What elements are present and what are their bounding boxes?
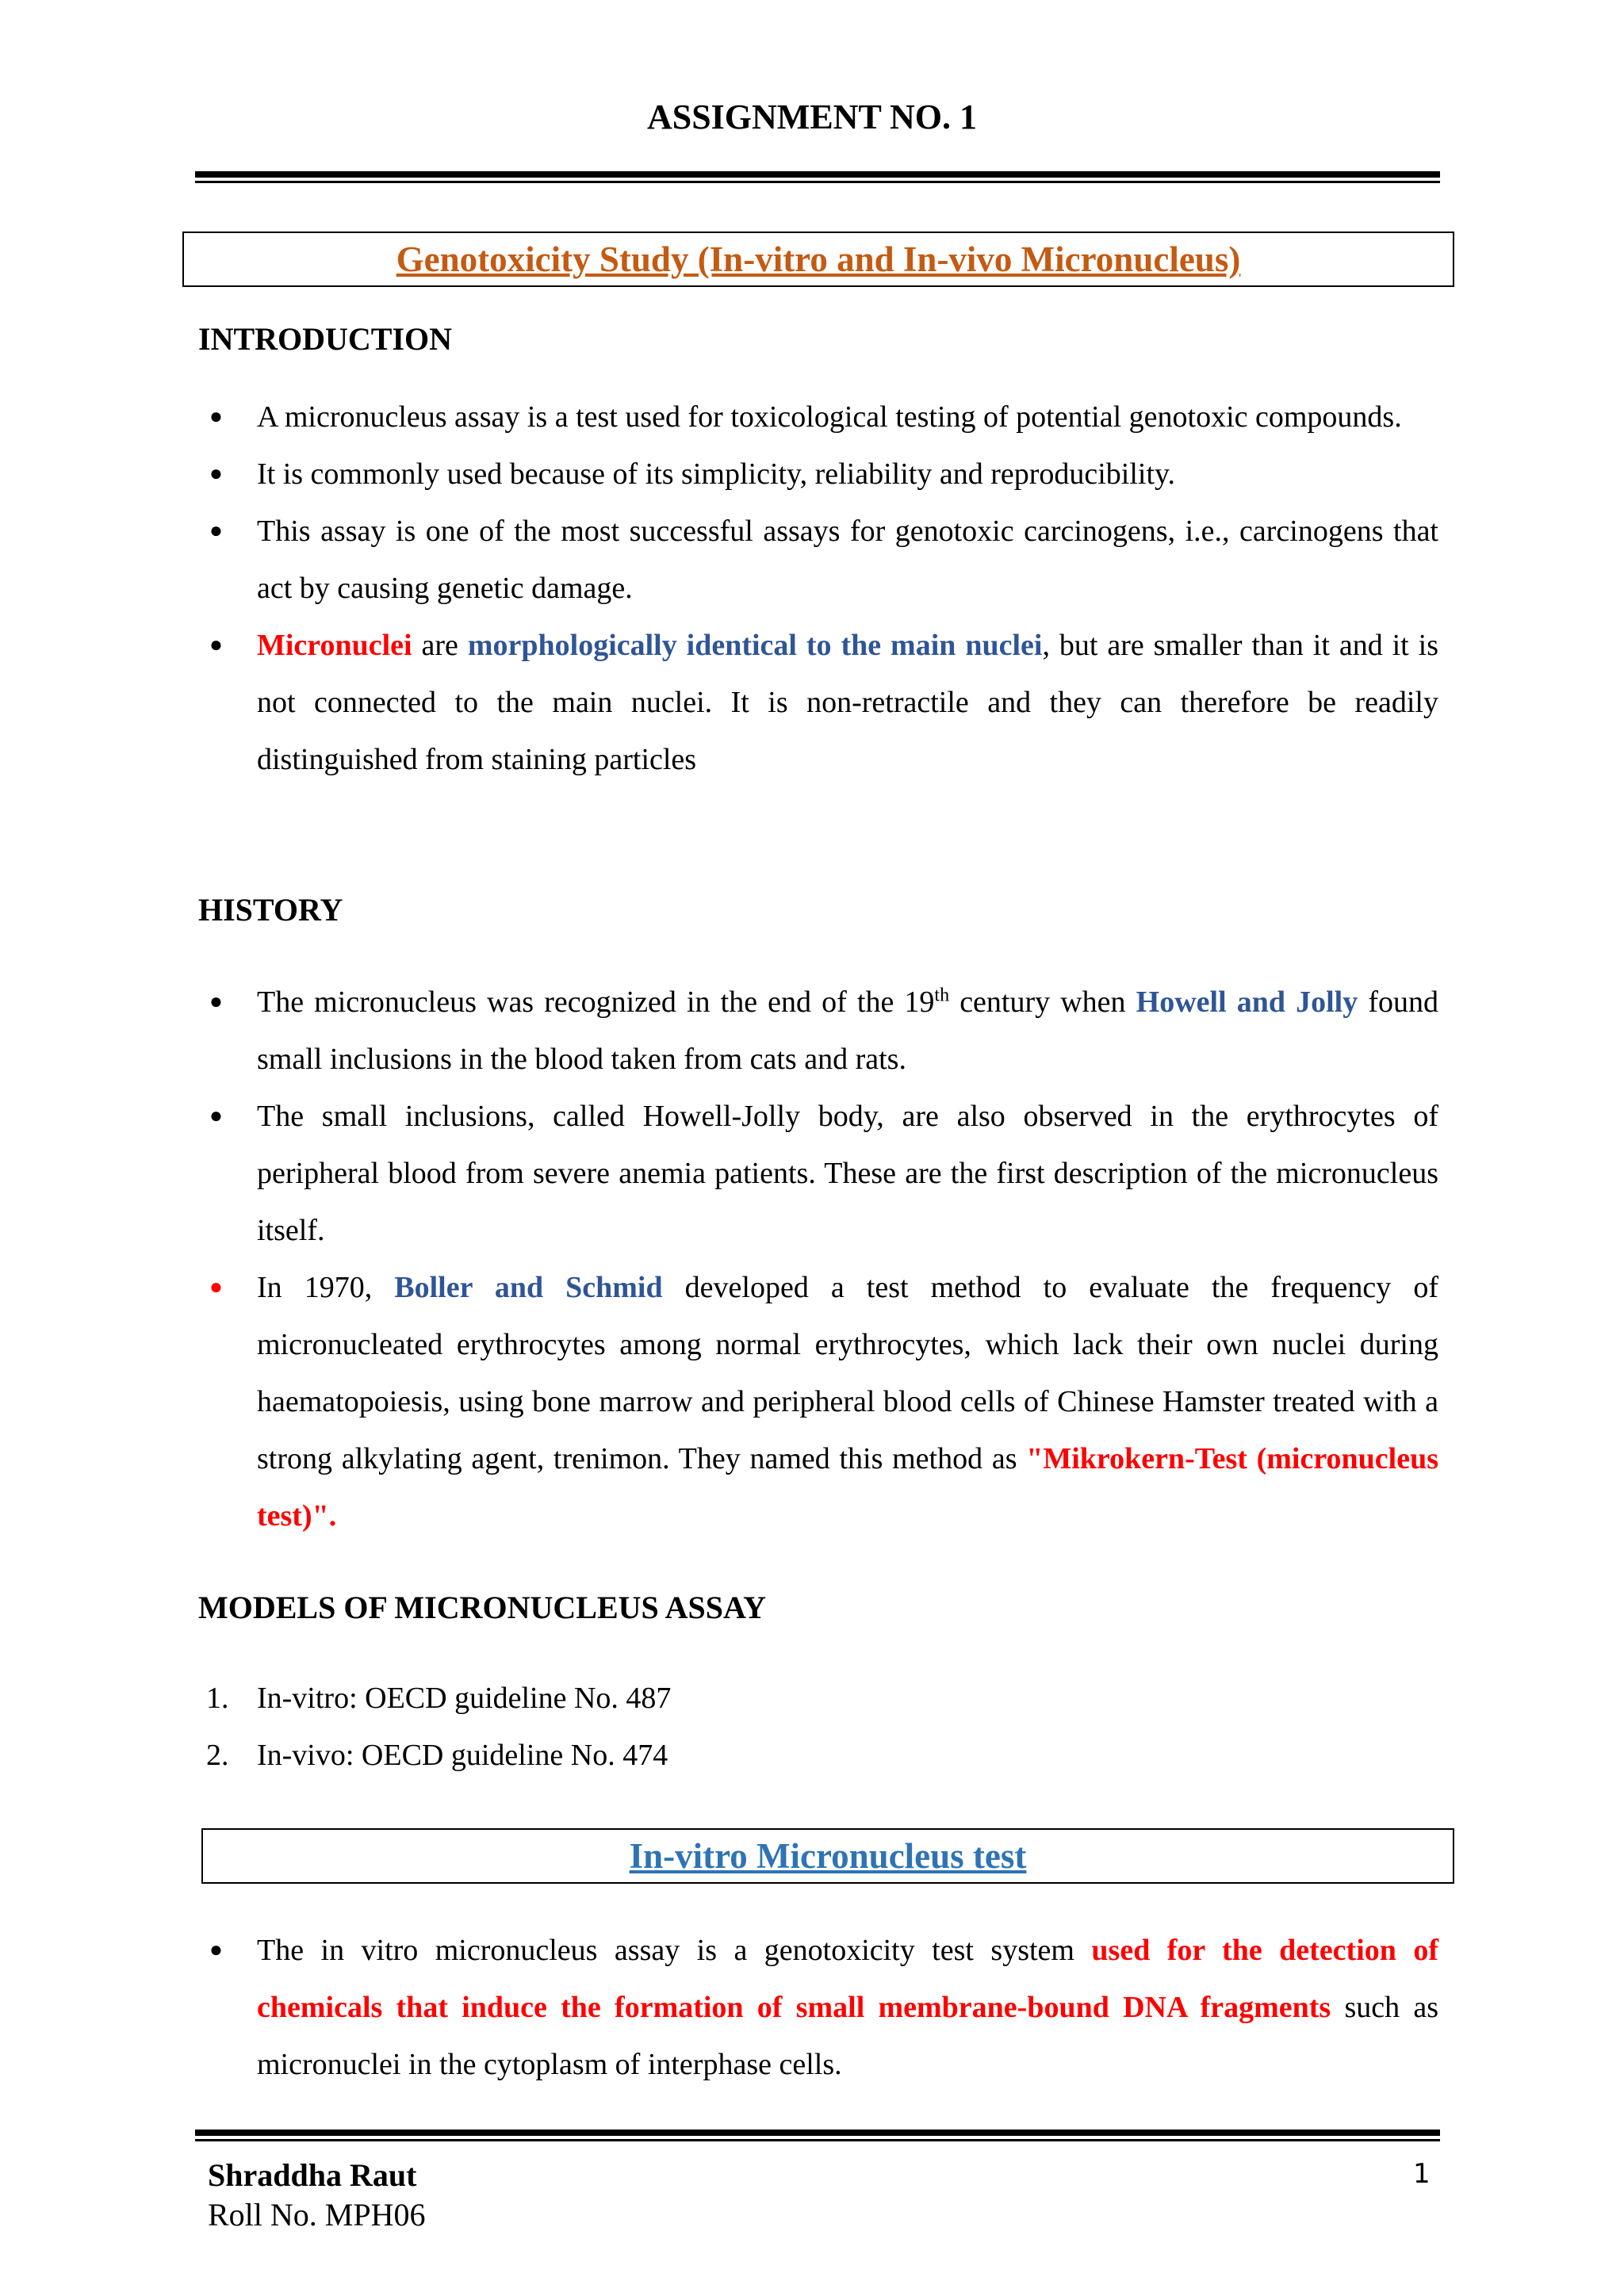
list-item: ● A micronucleus assay is a test used for toxicological testing of potential genotoxic compounds.	[198, 388, 1438, 446]
list-item: ● Micronuclei are morphologically identical to the main nuclei, but are smaller than it and it is not connected to the main nuclei. It is non-retractile and they can therefore be readily distinguished from staining particles	[198, 617, 1438, 788]
header-divider	[195, 171, 1440, 183]
page-number: 1	[1413, 2158, 1431, 2190]
list-item: 1. In-vitro: OECD guideline No. 487	[206, 1682, 672, 1715]
section-title-box	[182, 232, 1454, 287]
invitro-title-box	[201, 1828, 1454, 1884]
page-header-title: ASSIGNMENT NO. 1	[646, 98, 978, 136]
footer-divider	[195, 2130, 1440, 2141]
invitro-title: In-vitro Micronucleus test	[629, 1836, 1027, 1876]
highlight-blue: morphologically identical to the main nuclei	[467, 629, 1043, 662]
bullet-icon: ●	[209, 461, 223, 486]
history-heading: HISTORY	[198, 892, 343, 928]
list-item: ● The in vitro micronucleus assay is a genotoxicity test system used for the detection of chemicals that induce the formation of small membrane-bound DNA fragments such as micronuclei in the cytoplasm of interphase cells.	[198, 1922, 1438, 2093]
bullet-icon: ●	[209, 989, 223, 1014]
author-name: Shraddha Raut	[208, 2157, 417, 2193]
bullet-icon: ●	[209, 1938, 223, 1962]
list-item: ● The small inclusions, called Howell-Jolly body, are also observed in the erythrocytes of peripheral blood from severe anemia patients. These are the first description of the micronucleus itself.	[198, 1088, 1438, 1259]
bullet-icon: ●	[209, 1275, 223, 1299]
highlight-red: used for the detection of chemicals that induce the formation of small membrane-bound DNA fragments	[257, 1934, 1438, 2024]
highlight-red: Micronuclei	[257, 629, 412, 662]
list-item: ● The micronucleus was recognized in the end of the 19th century when Howell and Jolly found small inclusions in the blood taken from cats and rats.	[198, 974, 1438, 1088]
models-list	[198, 1670, 1438, 1784]
introduction-list	[198, 388, 1438, 788]
introduction-heading: INTRODUCTION	[198, 321, 453, 357]
models-heading: MODELS OF MICRONUCLEUS ASSAY	[198, 1590, 767, 1625]
bullet-icon: ●	[209, 404, 223, 429]
highlight-red: "Mikrokern-Test (micronucleus test)".	[257, 1442, 1439, 1533]
bullet-icon: ●	[209, 1104, 223, 1128]
highlight-blue: Boller and Schmid	[394, 1271, 663, 1304]
roll-number: Roll No. MPH06	[208, 2197, 426, 2233]
list-item: ● This assay is one of the most successful assays for genotoxic carcinogens, i.e., carcinogens that act by causing genetic damage.	[198, 503, 1438, 617]
list-item: ● It is commonly used because of its simplicity, reliability and reproducibility.	[198, 446, 1438, 503]
history-list	[198, 974, 1438, 1544]
section-title: Genotoxicity Study (In-vitro and In-vivo Micronucleus)	[396, 239, 1241, 279]
list-item: ● In 1970, Boller and Schmid developed a test method to evaluate the frequency of micronucleated erythrocytes among normal erythrocytes, which lack their own nuclei during haematopoiesis, using bone marrow and peripheral blood cells of Chinese Hamster treated with a strong alkylating agent, trenimon. They named this method as "Mikrokern-Test (micronucleus test)".	[198, 1259, 1438, 1544]
bullet-icon: ●	[209, 633, 223, 657]
invitro-list	[198, 1922, 1438, 2093]
bullet-icon: ●	[209, 519, 223, 543]
highlight-blue: Howell and Jolly	[1136, 985, 1358, 1019]
list-item: 2. In-vivo: OECD guideline No. 474	[206, 1739, 668, 1772]
